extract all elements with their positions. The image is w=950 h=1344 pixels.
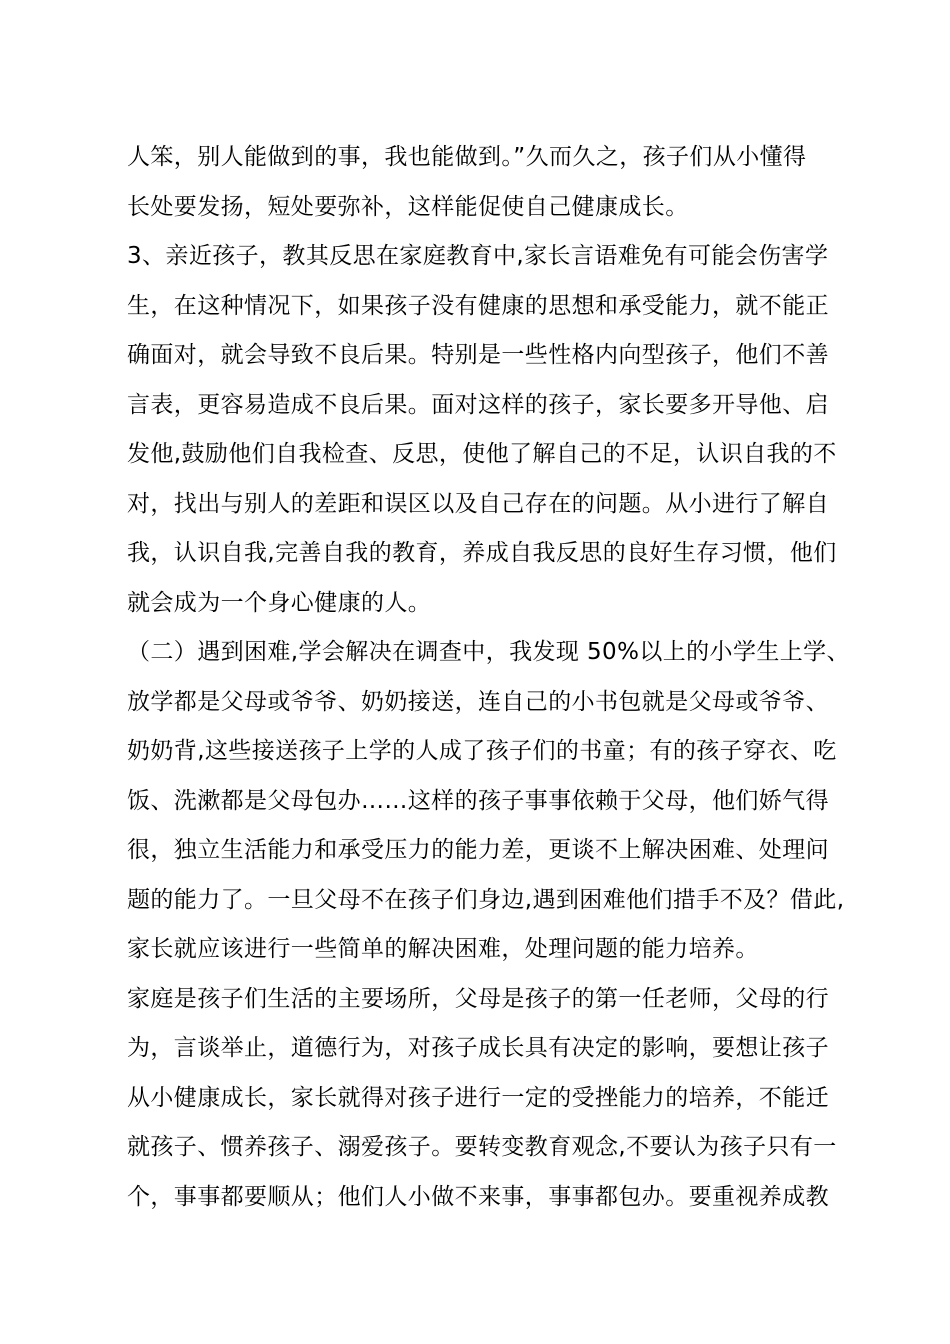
text-line: 饭、洗漱都是父母包办……这样的孩子事事依赖于父母，他们娇气得	[127, 788, 829, 814]
text-line: 确面对，就会导致不良后果。特别是一些性格内向型孩子，他们不善	[127, 342, 829, 368]
text-line: 就孩子、惯养孩子、溺爱孩子。要转变教育观念,不要认为孩子只有一	[127, 1134, 837, 1160]
text-line: 我，认识自我,完善自我的教育，养成自我反思的良好生存习惯，他们	[127, 540, 837, 566]
text-line: 生，在这种情况下，如果孩子没有健康的思想和承受能力，就不能正	[127, 293, 829, 319]
text-line: 为，言谈举止，道德行为，对孩子成长具有决定的影响，要想让孩子	[127, 1035, 829, 1061]
text-line: 放学都是父母或爷爷、奶奶接送，连自己的小书包就是父母或爷爷、	[127, 689, 829, 715]
text-line: 长处要发扬，短处要弥补，这样能促使自己健康成长。	[127, 194, 689, 220]
text-line: 3、亲近孩子，教其反思在家庭教育中,家长言语难免有可能会伤害学	[127, 243, 829, 269]
text-line: 个，事事都要顺从；他们人小做不来事，事事都包办。要重视养成教	[127, 1184, 829, 1210]
text-line: 很，独立生活能力和承受压力的能力差，更谈不上解决困难、处理问	[127, 837, 829, 863]
text-line: 发他,鼓励他们自我检查、反思，使他了解自己的不足，认识自我的不	[127, 441, 837, 467]
text-line: 奶奶背,这些接送孩子上学的人成了孩子们的书童；有的孩子穿衣、吃	[127, 738, 837, 764]
text-line: 家庭是孩子们生活的主要场所，父母是孩子的第一任老师，父母的行	[127, 986, 829, 1012]
text-line: 题的能力了。一旦父母不在孩子们身边,遇到困难他们措手不及？借此,	[127, 887, 845, 913]
text-line: （二）遇到困难,学会解决在调查中，我发现 50%以上的小学生上学、	[127, 639, 850, 665]
text-line: 就会成为一个身心健康的人。	[127, 590, 432, 616]
text-line: 家长就应该进行一些简单的解决困难，处理问题的能力培养。	[127, 936, 759, 962]
text-line: 从小健康成长，家长就得对孩子进行一定的受挫能力的培养，不能迁	[127, 1085, 829, 1111]
text-line: 人笨，别人能做到的事，我也能做到。”久而久之，孩子们从小懂得	[127, 144, 807, 170]
text-line: 言表，更容易造成不良后果。面对这样的孩子，家长要多开导他、启	[127, 392, 829, 418]
text-line: 对，找出与别人的差距和误区以及自己存在的问题。从小进行了解自	[127, 491, 829, 517]
